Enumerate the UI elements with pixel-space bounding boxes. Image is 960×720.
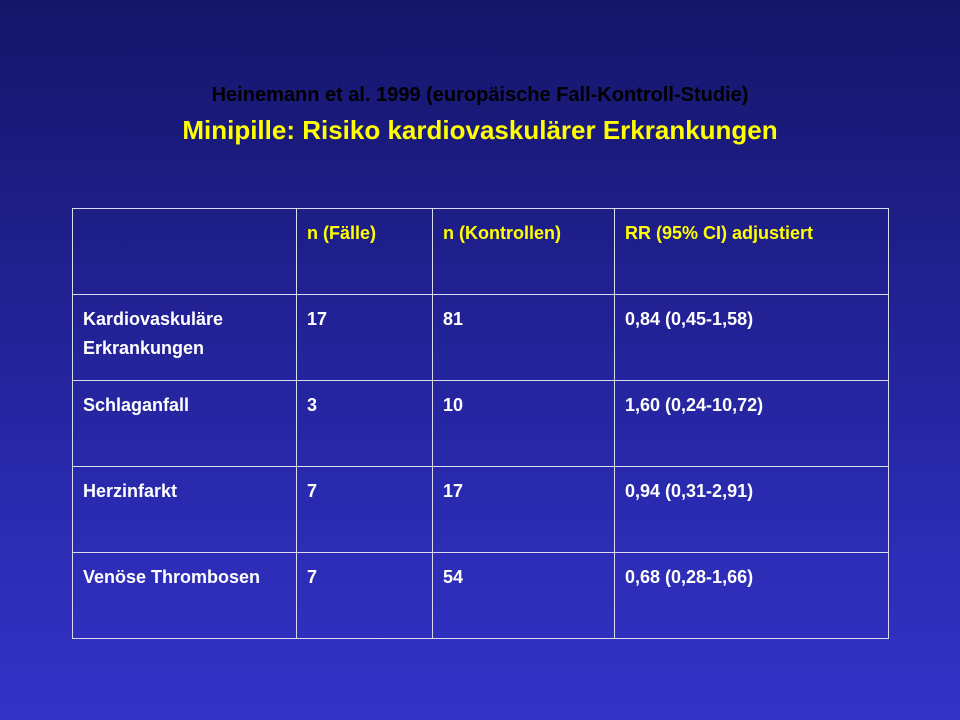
- rr-value: 1,60 (0,24-10,72): [615, 381, 889, 467]
- row-label: Herzinfarkt: [73, 467, 297, 553]
- cases-value: 3: [297, 381, 433, 467]
- rr-value: 0,84 (0,45-1,58): [615, 295, 889, 381]
- controls-value: 54: [433, 553, 615, 639]
- header-empty-cell: [73, 209, 297, 295]
- slide-subtitle: Heinemann et al. 1999 (europäische Fall-Kontroll-Studie): [211, 84, 749, 106]
- row-label: Schlaganfall: [73, 381, 297, 467]
- row-label: Kardiovaskuläre Erkrankungen: [73, 295, 297, 381]
- table-row: [73, 295, 889, 381]
- results-table: [72, 208, 889, 639]
- table-row: [73, 467, 889, 553]
- controls-value: 17: [433, 467, 615, 553]
- cases-value: 17: [297, 295, 433, 381]
- rr-value: 0,94 (0,31-2,91): [615, 467, 889, 553]
- header-cases: n (Fälle): [297, 209, 433, 295]
- controls-value: 81: [433, 295, 615, 381]
- table-header-row: [73, 209, 889, 295]
- rr-value: 0,68 (0,28-1,66): [615, 553, 889, 639]
- cases-value: 7: [297, 467, 433, 553]
- controls-value: 10: [433, 381, 615, 467]
- slide-title: Minipille: Risiko kardiovaskulärer Erkrankungen: [182, 115, 778, 145]
- table-row: [73, 553, 889, 639]
- cases-value: 7: [297, 553, 433, 639]
- header-rr: RR (95% CI) adjustiert: [615, 209, 889, 295]
- header-controls: n (Kontrollen): [433, 209, 615, 295]
- row-label: Venöse Thrombosen: [73, 553, 297, 639]
- table-row: [73, 381, 889, 467]
